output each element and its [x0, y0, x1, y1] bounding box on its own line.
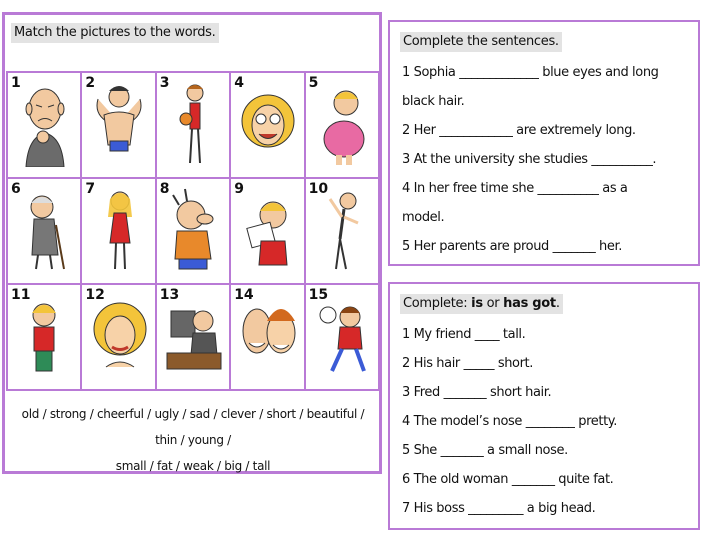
word-bank-line: thin / young /: [155, 433, 231, 447]
sentence-list: [402, 58, 690, 261]
fat-woman-picture: [314, 79, 372, 167]
picture-number: 14: [234, 287, 254, 303]
cheerful-woman-picture: [239, 79, 297, 167]
exercise-line: 4 The model’s nose ________ pretty.: [402, 414, 617, 429]
picture-cell-2: [80, 71, 156, 179]
big-man-picture: [165, 185, 223, 273]
picture-cell-15: [304, 283, 380, 391]
exercise-line: 7 His boss _________ a big head.: [402, 501, 596, 516]
young-woman-picture: [90, 185, 148, 273]
picture-cell-4: [229, 71, 305, 179]
picture-cell-9: [229, 177, 305, 285]
picture-cell-13: [155, 283, 231, 391]
word-bank: [9, 401, 377, 479]
sad-bald-man-picture: [16, 79, 74, 167]
exercise-line: 6 The old woman _______ quite fat.: [402, 472, 614, 487]
sentence-line: 1 Sophia _____________ blue eyes and long: [402, 65, 659, 80]
picture-cell-6: [6, 177, 82, 285]
picture-number: 12: [85, 287, 105, 303]
picture-number: 11: [11, 287, 31, 303]
title-or: or: [482, 296, 504, 311]
title-has-got: has got: [503, 296, 556, 311]
is-or-has-got-panel: [388, 282, 700, 530]
picture-cell-12: [80, 283, 156, 391]
picture-number: 6: [11, 181, 21, 197]
picture-cell-3: [155, 71, 231, 179]
picture-number: 10: [308, 181, 329, 197]
title-prefix: Complete:: [403, 296, 472, 311]
picture-cell-8: [155, 177, 231, 285]
exercise-line: 5 She _______ a small nose.: [402, 443, 568, 458]
picture-number: 5: [308, 75, 319, 91]
title-end: .: [555, 296, 560, 311]
is-or-has-got-title: [400, 294, 563, 314]
sentence-line: 3 At the university she studies __________.: [402, 152, 657, 167]
sentence-line: 5 Her parents are proud _______ her.: [402, 239, 622, 254]
picture-cell-10: [304, 177, 380, 285]
beautiful-woman-picture: [90, 291, 148, 379]
sentence-line: 2 Her ____________ are extremely long.: [402, 123, 636, 138]
sentence-line: 4 In her free time she __________ as a: [402, 181, 628, 196]
word-bank-line: old / strong / cheerful / ugly / sad / clever / short / beautiful /: [21, 407, 365, 421]
sentence-line: black hair.: [402, 94, 465, 109]
match-title: Match the pictures to the words.: [11, 23, 219, 43]
word-bank-line: small / fat / weak / big / tall: [115, 459, 271, 473]
clever-boy-reading-picture: [239, 185, 297, 273]
strong-man-picture: [90, 79, 148, 167]
picture-number: 2: [85, 75, 96, 91]
picture-grid: [7, 72, 379, 390]
picture-cell-5: [304, 71, 380, 179]
boss-at-computer-picture: [165, 291, 223, 379]
exercise-line: 3 Fred _______ short hair.: [402, 385, 552, 400]
picture-number: 4: [234, 75, 244, 91]
picture-number: 3: [159, 75, 170, 91]
exercise-line: 1 My friend ____ tall.: [402, 327, 526, 342]
complete-sentences-title: Complete the sentences.: [400, 32, 562, 52]
picture-cell-1: [6, 71, 82, 179]
short-boy-picture: [16, 291, 74, 379]
picture-number: 8: [159, 181, 170, 197]
picture-cell-14: [229, 283, 305, 391]
picture-number: 15: [308, 287, 329, 303]
picture-cell-7: [80, 177, 156, 285]
picture-cell-11: [6, 283, 82, 391]
picture-number: 7: [85, 181, 96, 197]
exercise-list: [402, 320, 690, 523]
title-is: is: [471, 296, 483, 311]
weak-man-picture: [314, 185, 372, 273]
complete-sentences-panel: [388, 20, 700, 266]
picture-number: 13: [159, 287, 180, 303]
old-man-picture: [16, 185, 74, 273]
sentence-line: model.: [402, 210, 445, 225]
ugly-couple-picture: [239, 291, 297, 379]
match-panel: [2, 12, 382, 474]
exercise-line: 2 His hair _____ short.: [402, 356, 533, 371]
picture-number: 1: [11, 75, 21, 91]
boy-playing-football-picture: [314, 291, 372, 379]
tall-thin-man-picture: [165, 79, 223, 167]
picture-number: 9: [234, 181, 244, 197]
